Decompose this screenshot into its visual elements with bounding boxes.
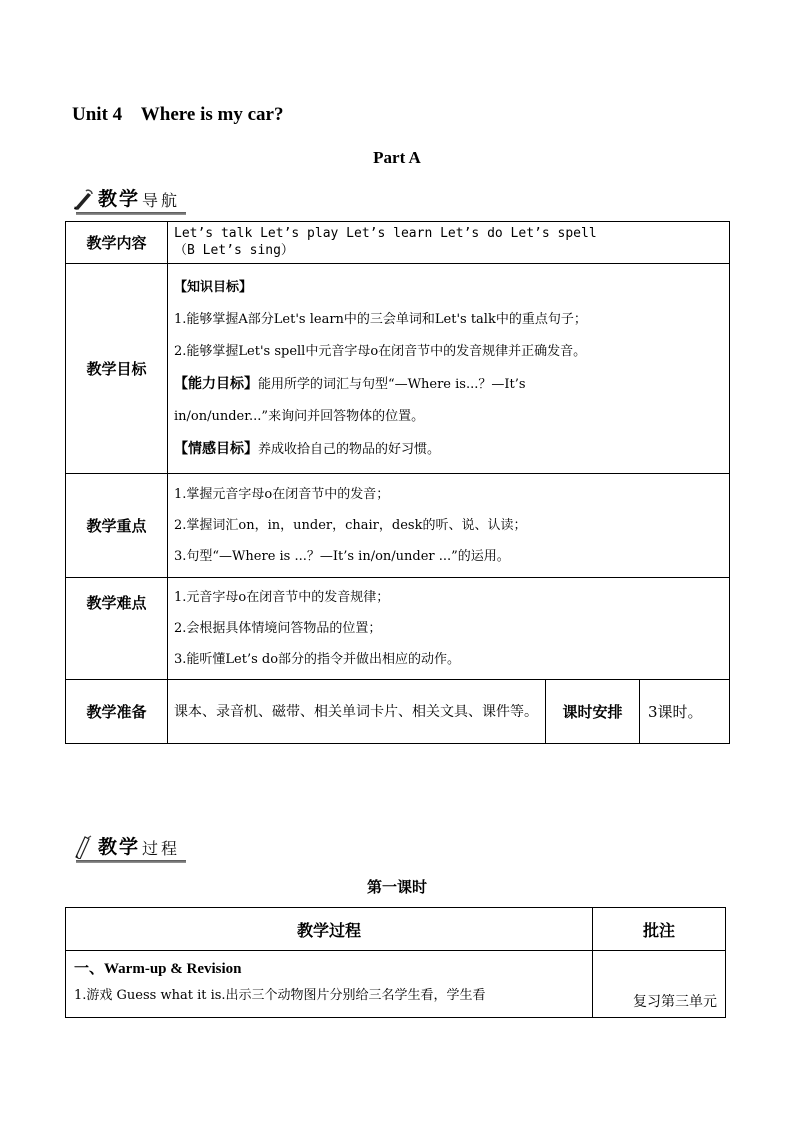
process-body bbox=[66, 951, 593, 1018]
goals-row bbox=[66, 264, 730, 474]
process-header-row bbox=[66, 908, 726, 951]
ability-goal-text: 能用所学的词汇与句型“—Where is...？—It’s bbox=[258, 376, 526, 392]
note-cell: 复习第三单元 bbox=[593, 951, 726, 1018]
goal-line: 1.能够掌握A部分Let's learn中的三会单词和Let's talk中的重点句子； bbox=[174, 311, 587, 327]
content-cell bbox=[168, 222, 730, 264]
section-title-bold: 教学 bbox=[98, 836, 141, 858]
process-column-header: 教学过程 bbox=[66, 908, 593, 951]
key-point-line: 2.掌握词汇on，in，under，chair，desk的听、说、认读； bbox=[174, 518, 527, 533]
section-title-bold: 教学 bbox=[98, 188, 141, 210]
schedule-value: 3课时。 bbox=[640, 680, 730, 744]
goal-line: in/on/under...”来询问并回答物体的位置。 bbox=[174, 408, 425, 424]
content-row bbox=[66, 222, 730, 264]
pencil-icon bbox=[72, 189, 94, 211]
warmup-title: 一、Warm-up & Revision bbox=[74, 961, 242, 977]
key-point-line: 1.掌握元音字母o在闭音节中的发音； bbox=[174, 487, 390, 502]
process-table bbox=[65, 907, 726, 1018]
goals-label: 教学目标 bbox=[66, 264, 168, 474]
ability-goal-line bbox=[174, 368, 723, 401]
part-title: Part A bbox=[373, 148, 421, 167]
goals-cell bbox=[168, 264, 730, 474]
difficult-points-label: 教学难点 bbox=[66, 578, 168, 680]
pencil-icon bbox=[72, 835, 94, 859]
emotion-goal-title: 【情感目标】 bbox=[174, 440, 258, 457]
difficult-point-line: 3.能听懂Let’s do部分的指令并做出相应的动作。 bbox=[174, 652, 461, 667]
preparation-text: 课本、录音机、磁带、相关单词卡片、相关文具、课件等。 bbox=[168, 680, 546, 744]
unit-title: Unit 4 Where is my car? bbox=[72, 104, 284, 125]
preparation-row bbox=[66, 680, 730, 744]
difficult-points-row bbox=[66, 578, 730, 680]
section-logo-navigation bbox=[72, 184, 180, 211]
difficult-point-line: 1.元音字母o在闭音节中的发音规律； bbox=[174, 590, 390, 605]
lesson-title: 第一课时 bbox=[366, 878, 427, 896]
emotion-goal-line bbox=[174, 433, 723, 466]
schedule-label: 课时安排 bbox=[546, 680, 640, 744]
preparation-label: 教学准备 bbox=[66, 680, 168, 744]
knowledge-goal-title: 【知识目标】 bbox=[174, 279, 253, 295]
content-line: Let’s talk Let’s play Let’s learn Let’s do Let’s spell bbox=[174, 226, 597, 242]
key-points-row bbox=[66, 474, 730, 578]
difficult-points-cell bbox=[168, 578, 730, 680]
section-title-light: 过程 bbox=[142, 839, 181, 858]
section-logo-process bbox=[72, 832, 180, 859]
process-line: 1.游戏 Guess what it is.出示三个动物图片分别给三名学生看，学生看 bbox=[74, 988, 486, 1003]
section-underline bbox=[76, 212, 186, 215]
goal-line: 2.能够掌握Let's spell中元音字母o在闭音节中的发音规律并正确发音。 bbox=[174, 343, 587, 359]
lesson-info-table bbox=[65, 221, 730, 744]
content-label: 教学内容 bbox=[66, 222, 168, 264]
key-point-line: 3.句型“—Where is ...？—It’s in/on/under ...”的运用。 bbox=[174, 549, 510, 564]
emotion-goal-text: 养成收拾自己的物品的好习惯。 bbox=[258, 441, 441, 457]
ability-goal-title: 【能力目标】 bbox=[174, 375, 258, 392]
section-underline bbox=[76, 860, 186, 863]
difficult-point-line: 2.会根据具体情境问答物品的位置； bbox=[174, 621, 382, 636]
key-points-cell bbox=[168, 474, 730, 578]
note-column-header: 批注 bbox=[593, 908, 726, 951]
key-points-label: 教学重点 bbox=[66, 474, 168, 578]
section-title-light: 导航 bbox=[142, 191, 181, 210]
process-row bbox=[66, 951, 726, 1018]
content-line: （B Let’s sing） bbox=[174, 242, 294, 258]
